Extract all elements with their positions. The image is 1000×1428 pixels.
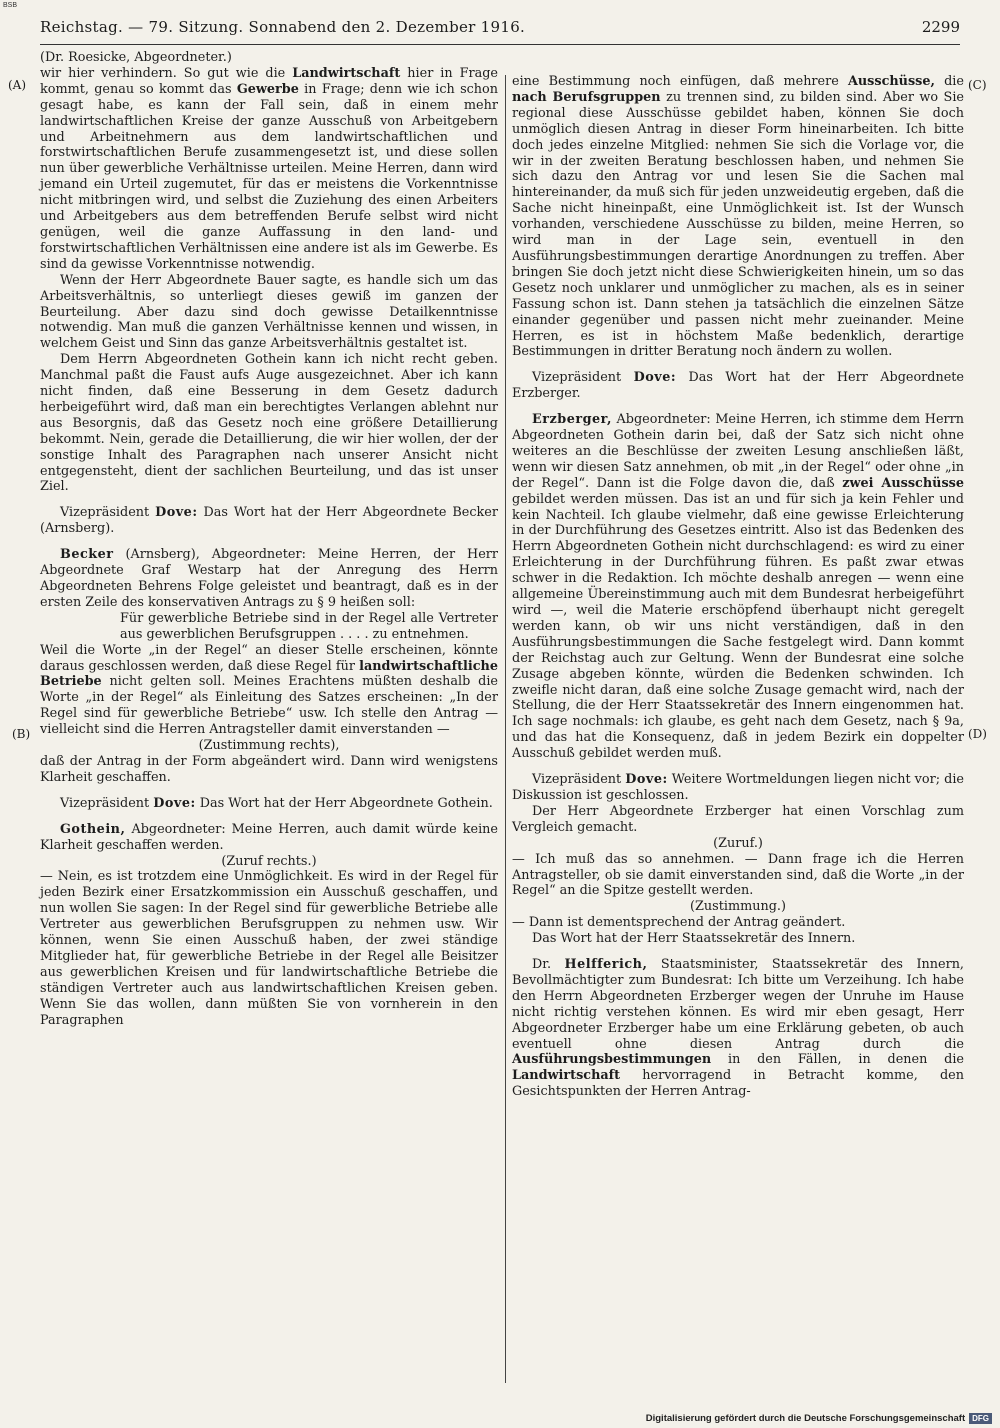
- paragraph: — Ich muß das so annehmen. — Dann frage ich die Herren Antragsteller, ob sie damit einverstanden sind, daß die Worte „in der Regel“ an die Spitze gestellt werden.: [512, 851, 964, 899]
- margin-mark-a: (A): [8, 78, 27, 92]
- speech-vizepraesident: Vizepräsident Dove: Das Wort hat der Herr Abgeordnete Gothein.: [60, 795, 493, 811]
- paragraph: — Nein, es ist trotzdem eine Unmöglichkeit. Es wird in der Regel für jeden Bezirk einer Ersatzkommission ein Ausschuß geschaffen, und nun wollen Sie sagen: In der Regel sind für gewerbliche Betriebe alle Vertreter aus gewerblichen Berufsgruppen zu nehmen usw. Wir können, wenn Sie einen Ausschuß haben, der zwei ständige Mitglieder hat, für gewerbliche Betriebe in der Regel alle Beisitzer aus gewerblichen Kreisen und für landwirtschaftliche Betriebe die ständigen Vertreter auch aus landwirtschaftlichen Kreisen geben. Wenn Sie das wollen, dann müßten Sie von vornherein in den Paragraphen: [40, 869, 498, 1028]
- speech-vizepraesident: Vizepräsident Dove: Das Wort hat der Herr Abgeordnete Becker (Arnsberg).: [40, 505, 498, 537]
- paragraph: — Dann ist dementsprechend der Antrag geändert.: [512, 915, 846, 931]
- dfg-logo: DFG: [969, 1413, 992, 1424]
- page-number: 2299: [921, 18, 960, 36]
- paragraph: Dem Herrn Abgeordneten Gothein kann ich nicht recht geben. Manchmal paßt die Faust aufs Auge ausgezeichnet. Aber ich kann nicht finden, daß eine Besserung in dem Gesetz dadurch herbeigeführt wird, daß man ein berechtigtes Verlangen ablehnt nur aus Besorgnis, daß das Gesetz noch eine größere Detaillierung bekommt. Nein, gerade die Detaillierung, die wir hier wollen, der der sonstige Inhalt des Paragraphen nach unserer Ansicht nicht entgegensteht, dient der sachlichen Beurteilung, und das ist unser Ziel.: [40, 352, 498, 495]
- footer-credit: [646, 1413, 992, 1424]
- margin-mark-b: (B): [12, 727, 31, 741]
- paragraph: Weil die Worte „in der Regel“ an dieser Stelle erscheinen, könnte daraus geschlossen werden, daß diese Regel für landwirtschaftliche Betriebe nicht gelten soll. Meines Erachtens müßten deshalb die Worte „in der Regel“ als Einleitung des Satzes erscheinen: „In der Regel sind für gewerbliche Betriebe“ usw. Ich stelle den Antrag — vielleicht sind die Herren Antragsteller damit einverstanden —: [40, 642, 498, 738]
- paragraph: eine Bestimmung noch einfügen, daß mehrere Ausschüsse, die nach Berufsgruppen zu trennen sind, zu bilden sind. Aber wo Sie regional diese Ausschüsse gebildet haben, können Sie doch unmöglich diesen Antrag in dieser Form hineinarbeiten. Ich bitte doch jedes einzelne Mitglied: nehmen Sie sich die Vorlage vor, die wir in der zweiten Beratung beschlossen haben, und nehmen Sie sich dazu den Antrag vor und lesen Sie die Sachen mal hintereinander, da muß sich für jeden unzweideutig ergeben, daß die Sache nicht hineinpaßt, eine Unmöglichkeit ist. Ist der Wunsch vorhanden, verschiedene Ausschüsse zu bilden, meine Herren, so wird man in der Lage sein, eventuell in den Ausführungsbestimmungen derartige Anordnungen zu treffen. Aber bringen Sie doch jetzt nicht diese Schwierigkeiten hinein, um so das Gesetz noch unklarer und unmöglicher zu machen, als es in seiner Fassung schon ist. Dann stehen ja tatsächlich die einzelnen Sätze einander gegenüber und passen nicht mehr zueinander. Meine Herren, es ist in höchstem Maße bedenklich, derartige Bestimmungen in dritter Beratung noch ändern zu wollen.: [512, 74, 964, 360]
- left-column: [40, 50, 498, 1028]
- header-rule: [40, 44, 960, 45]
- speech-becker: Becker (Arnsberg), Abgeordneter: Meine Herren, der Herr Abgeordnete Graf Westarp hat der Anregung des Herrn Abgeordneten Behrens Folge geleistet und beantragt, daß es in der ersten Zeile des konservativen Antrags zu § 9 heißen soll:: [40, 547, 498, 610]
- paragraph: Wenn der Herr Abgeordnete Bauer sagte, es handle sich um das Arbeitsverhältnis, so unterliegt dieses gewiß im ganzen der Beurteilung. Aber dazu sind doch gewisse Detailkenntnisse notwendig. Man muß die ganzen Verhältnisse kennen und wissen, in welchem Geist und Sinn das ganze Arbeitsverhältnis gestaltet ist.: [40, 272, 498, 352]
- speaker-caption: (Dr. Roesicke, Abgeordneter.): [40, 50, 232, 65]
- paragraph: daß der Antrag in der Form abgeändert wird. Dann wird wenigstens Klarheit geschaffen.: [40, 753, 498, 785]
- interjection: (Zustimmung rechts),: [198, 738, 340, 754]
- speech-erzberger: Erzberger, Abgeordneter: Meine Herren, ich stimme dem Herrn Abgeordneten Gothein darin bei, daß der Satz sich nicht ohne weiteres an die Beschlüsse der zweiten Lesung anschließen läßt, wenn wir diesen Satz annehmen, ob mit „in der Regel“ oder ohne „in der Regel“. Dann ist die Folge davon die, daß zwei Ausschüsse gebildet werden müssen. Das ist an und für sich ja kein Fehler und kein Nachteil. Ich glaube vielmehr, daß eine gewisse Erleichterung in der Durchführung des Gesetzes eintritt. Also ist das Bedenken des Herrn Abgeordneten Gothein nicht durchschlagend: es wird zu einer Erleichterung in der Durchführung führen. Es paßt zwar etwas schwer in die Redaktion. Ich möchte deshalb anregen — wenn eine allgemeine Übereinstimmung auch mit dem Bundesrat herbeigeführt wird —, weil die Materie erschöpfend überhaupt nicht geregelt werden kann, ob wir uns nicht verständigen, daß in den Ausführungsbestimmungen die Sache festgelegt wird. Dann kommt der Reichstag auch zur Geltung. Wenn der Bundesrat eine solche Zusage abgeben könnte, würden die Bedenken schwinden. Ich zweifle nicht daran, daß eine solche Zusage gemacht wird, nach der Stellung, die der Herr Staatssekretär des Innern eingenommen hat. Ich sage nochmals: ich glaube, es geht nach dem Gesetz, nach § 9a, und das hat die Konsequenz, daß in jedem Bezirk ein doppelter Ausschuß gebildet werden muß.: [512, 412, 964, 762]
- interjection: (Zustimmung.): [690, 899, 786, 915]
- column-divider: [505, 75, 506, 1383]
- paragraph: Das Wort hat der Herr Staatssekretär des Innern.: [532, 931, 856, 947]
- running-title: Reichstag. — 79. Sitzung. Sonnabend den 2. Dezember 1916.: [40, 18, 526, 36]
- speech-helfferich: Dr. Helfferich, Staatsminister, Staatssekretär des Innern, Bevollmächtigter zum Bundesrat: Ich bitte um Verzeihung. Ich habe den Herrn Abgeordneten Erzberger wegen der Unruhe im Hause nicht richtig verstehen können. Es wird mir eben gesagt, Herr Abgeordneter Erzberger habe um eine Erklärung gebeten, ob auch eventuell ohne diesen Antrag durch die Ausführungsbestimmungen in den Fällen, in denen die Landwirtschaft hervorragend in Betracht komme, den Gesichtspunkten der Herren Antrag-: [512, 957, 965, 1100]
- quoted-motion: Für gewerbliche Betriebe sind in der Regel alle Vertreter aus gewerblichen Berufsgruppen . . . . zu entnehmen.: [120, 610, 498, 642]
- speech-gothein: Gothein, Abgeordneter: Meine Herren, auch damit würde keine Klarheit geschaffen werden.: [40, 821, 498, 853]
- page-header: [40, 18, 960, 44]
- paragraph: Der Herr Abgeordnete Erzberger hat einen Vorschlag zum Vergleich gemacht.: [512, 803, 964, 835]
- library-watermark: BSB: [3, 2, 18, 9]
- funding-note: Digitalisierung gefördert durch die Deutsche Forschungsgemeinschaft: [645, 1413, 966, 1424]
- interjection: (Zuruf rechts.): [221, 853, 317, 869]
- paragraph: wir hier verhindern. So gut wie die Landwirtschaft hier in Frage kommt, genau so kommt das Gewerbe in Frage; denn wie ich schon gesagt habe, es kann der Fall sein, daß in einem mehr landwirtschaftlichen Kreise der ganze Ausschuß von Arbeitgebern und Arbeitnehmern aus dem landwirtschaftlichen und forstwirtschaftlichen Berufe zusammengesetzt ist, und diese sollen nun über gewerbliche Verhältnisse urteilen. Meine Herren, dann wird jemand ein Urteil zugemutet, für das er meistens die Vorkenntnisse nicht mitbringen wird, und selbst die Zuziehung des einen Arbeiters und Arbeitgebers aus dem betreffenden Berufe selbst wird nicht genügen, weil die ganze Auffassung in den land- und forstwirtschaftlichen Verhältnissen eine andere ist als im Gewerbe. Es sind da gewisse Vorkenntnisse notwendig.: [40, 65, 498, 272]
- margin-mark-c: (C): [968, 78, 987, 92]
- right-column: [512, 50, 964, 1100]
- interjection: (Zuruf.): [713, 835, 763, 851]
- margin-mark-d: (D): [968, 727, 987, 741]
- speech-vizepraesident: Vizepräsident Dove: Das Wort hat der Herr Abgeordnete Erzberger.: [512, 370, 965, 402]
- speech-vizepraesident: Vizepräsident Dove: Weitere Wortmeldungen liegen nicht vor; die Diskussion ist geschlossen.: [512, 772, 964, 803]
